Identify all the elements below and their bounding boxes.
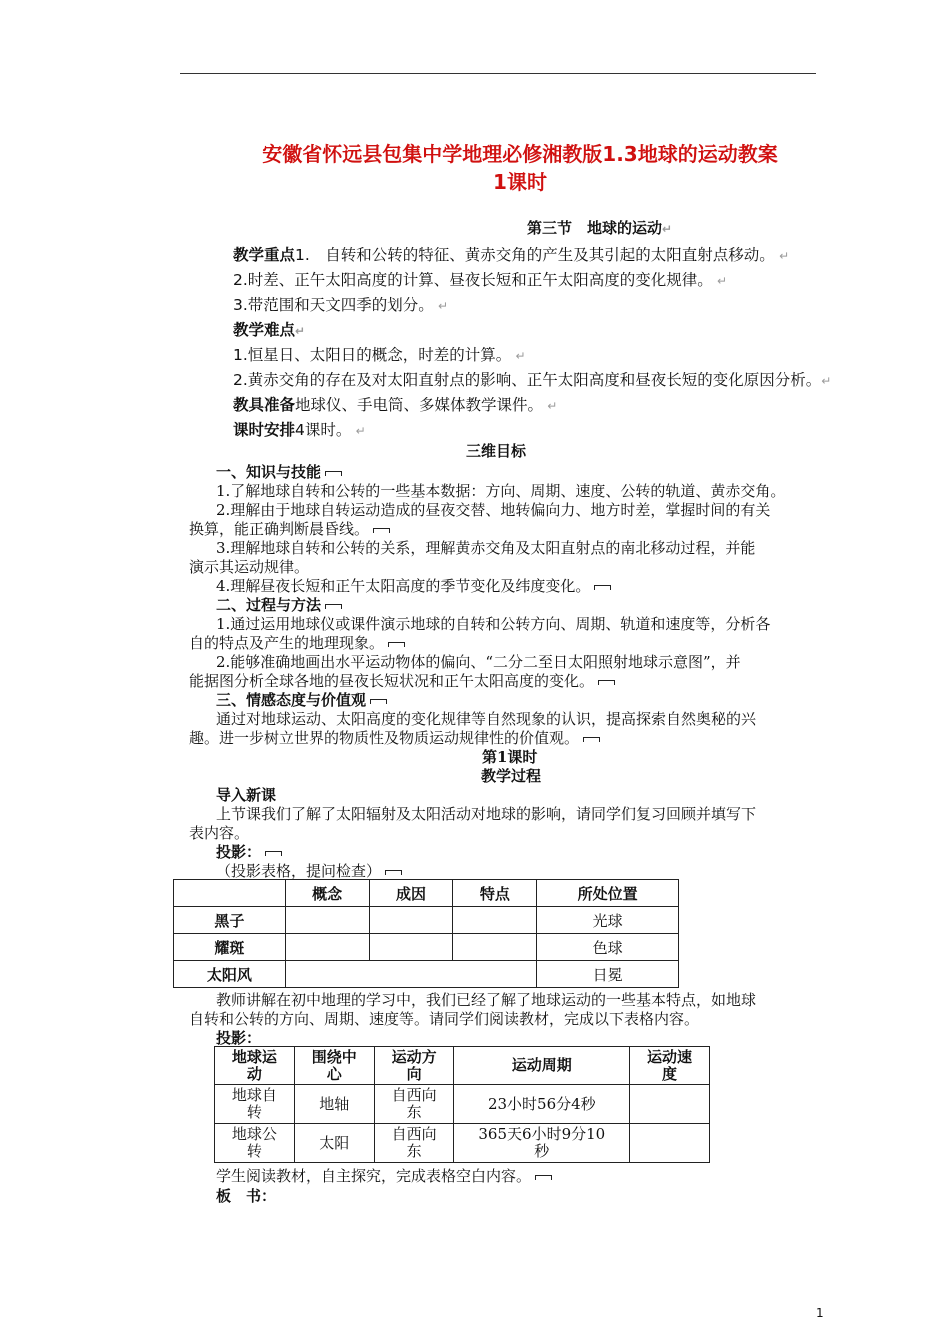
process-p2a: 2.能够准确地画出水平运动物体的偏向、“二分二至日太阳照射地球示意图”，并 — [216, 653, 741, 671]
knowledge-heading: 一、知识与技能 — [216, 462, 342, 482]
intro-p1b: 表内容。 — [189, 824, 250, 842]
knowledge-p2b: 换算，能正确判断晨昏线。 — [189, 519, 390, 539]
title-line-1: 安徽省怀远县包集中学地理必修湘教版1.3地球的运动教案 — [262, 142, 778, 166]
key-points-line-1: 教学重点1. 自转和公转的特征、黄赤交角的产生及其引起的太阳直射点移动。 ↵ — [233, 246, 790, 264]
table-header-cell: 运动周期 — [454, 1047, 630, 1085]
table-header-cell: 围绕中 心 — [294, 1047, 374, 1085]
knowledge-p2a: 2.理解由于地球自转运动造成的昼夜交替、地转偏向力、地方时差，掌握时间的有关 — [216, 501, 771, 519]
key-points-line-3: 3.带范围和天文四季的划分。 ↵ — [233, 296, 449, 314]
teaching-process-heading: 教学过程 — [481, 767, 542, 785]
center-cell: 太阳 — [294, 1124, 374, 1163]
intro-heading: 导入新课 — [216, 786, 277, 804]
table-header-cell: 地球运 动 — [215, 1047, 295, 1085]
teacher-text-b: 自转和公转的方向、周期、速度等。请同学们阅读教材，完成以下表格内容。 — [189, 1010, 700, 1028]
period-cell: 365天6小时9分10 秒 — [454, 1124, 630, 1163]
knowledge-p3a: 3.理解地球自转和公转的关系，理解黄赤交角及太阳直射点的南北移动过程，并能 — [216, 539, 756, 557]
table-row — [215, 1085, 710, 1124]
attitude-heading: 三、情感态度与价值观 — [216, 690, 387, 710]
projection-note: （投影表格，提问检查） — [216, 861, 402, 881]
blank-cell — [369, 934, 453, 961]
intro-p1a: 上节课我们了解了太阳辐射及太阳活动对地球的影响，请同学们复习回顾并填写下 — [216, 805, 757, 823]
table-header-cell: 运动方 向 — [374, 1047, 454, 1085]
key-points-line-2: 2.时差、正午太阳高度的计算、昼夜长短和正午太阳高度的变化规律。 ↵ — [233, 271, 728, 289]
motion-cell: 地球公 转 — [215, 1124, 295, 1163]
row-name-cell: 耀斑 — [174, 934, 286, 961]
projection-label: 投影： — [216, 842, 282, 862]
knowledge-p3b: 演示其运动规律。 — [189, 558, 310, 576]
location-cell: 日冕 — [537, 961, 679, 988]
center-cell: 地轴 — [294, 1085, 374, 1124]
location-cell: 光球 — [537, 907, 679, 934]
process-heading: 二、过程与方法 — [216, 595, 342, 615]
process-p1b: 自的特点及产生的地理现象。 — [189, 633, 405, 653]
motion-cell: 地球自 转 — [215, 1085, 295, 1124]
row-name-cell: 黑子 — [174, 907, 286, 934]
goals-heading: 三维目标 — [466, 442, 527, 460]
attitude-p1a: 通过对地球运动、太阳高度的变化规律等自然现象的认识，提高探索自然奥秘的兴 — [216, 710, 757, 728]
table-header-row — [215, 1047, 710, 1085]
blank-cell — [453, 907, 537, 934]
page-number: 1 — [816, 1306, 824, 1320]
table-row — [174, 934, 679, 961]
row-name-cell: 太阳风 — [174, 961, 286, 988]
knowledge-p1: 1.了解地球自转和公转的一些基本数据：方向、周期、速度、公转的轨道、黄赤交角。 — [216, 482, 786, 500]
table-header-cell: 所处位置 — [537, 880, 679, 907]
lesson-heading: 第1课时 — [482, 748, 538, 766]
title-line-2: 1课时 — [493, 170, 547, 194]
location-cell: 色球 — [537, 934, 679, 961]
teacher-text-a: 教师讲解在初中地理的学习中，我们已经了解了地球运动的一些基本特点，如地球 — [216, 991, 757, 1009]
process-p2b: 能据图分析全球各地的昼夜长短状况和正午太阳高度的变化。 — [189, 671, 615, 691]
solar-activity-table — [173, 879, 679, 988]
difficulties-line-2: 2.黄赤交角的存在及对太阳直射点的影响、正午太阳高度和昼夜长短的变化原因分析。↵ — [233, 371, 832, 389]
section-heading: 第三节 地球的运动↵ — [527, 219, 673, 237]
direction-cell: 自西向 东 — [374, 1124, 454, 1163]
period-cell: 23小时56分4秒 — [454, 1085, 630, 1124]
table-header-cell: 成因 — [369, 880, 453, 907]
speed-cell — [630, 1085, 710, 1124]
blank-cell — [285, 934, 369, 961]
projection2-label: 投影： — [216, 1029, 262, 1047]
tools-line: 教具准备地球仪、手电筒、多媒体教学课件。 ↵ — [233, 396, 558, 414]
process-p1a: 1.通过运用地球仪或课件演示地球的自转和公转方向、周期、轨道和速度等，分析各 — [216, 615, 771, 633]
table-row — [215, 1124, 710, 1163]
table-header-cell: 概念 — [285, 880, 369, 907]
table-row — [174, 907, 679, 934]
direction-cell: 自西向 东 — [374, 1085, 454, 1124]
earth-motion-table — [214, 1046, 710, 1163]
schedule-line: 课时安排4课时。 ↵ — [233, 421, 366, 439]
header-rule — [180, 73, 816, 74]
blank-cell — [369, 907, 453, 934]
blank-cell — [453, 934, 537, 961]
table-header-cell — [174, 880, 286, 907]
table-header-row — [174, 880, 679, 907]
blank-cell — [285, 961, 536, 988]
table-header-cell: 运动速 度 — [630, 1047, 710, 1085]
document-title — [200, 140, 840, 196]
board-label: 板 书： — [216, 1187, 277, 1205]
speed-cell — [630, 1124, 710, 1163]
difficulties-label: 教学难点↵ — [233, 321, 306, 339]
knowledge-p4: 4.理解昼夜长短和正午太阳高度的季节变化及纬度变化。 — [216, 576, 611, 596]
table-row — [174, 961, 679, 988]
student-text: 学生阅读教材，自主探究，完成表格空白内容。 — [216, 1166, 552, 1186]
table-header-cell: 特点 — [453, 880, 537, 907]
blank-cell — [285, 907, 369, 934]
attitude-p1b: 趣。进一步树立世界的物质性及物质运动规律性的价值观。 — [189, 728, 600, 748]
difficulties-line-1: 1.恒星日、太阳日的概念，时差的计算。 ↵ — [233, 346, 526, 364]
